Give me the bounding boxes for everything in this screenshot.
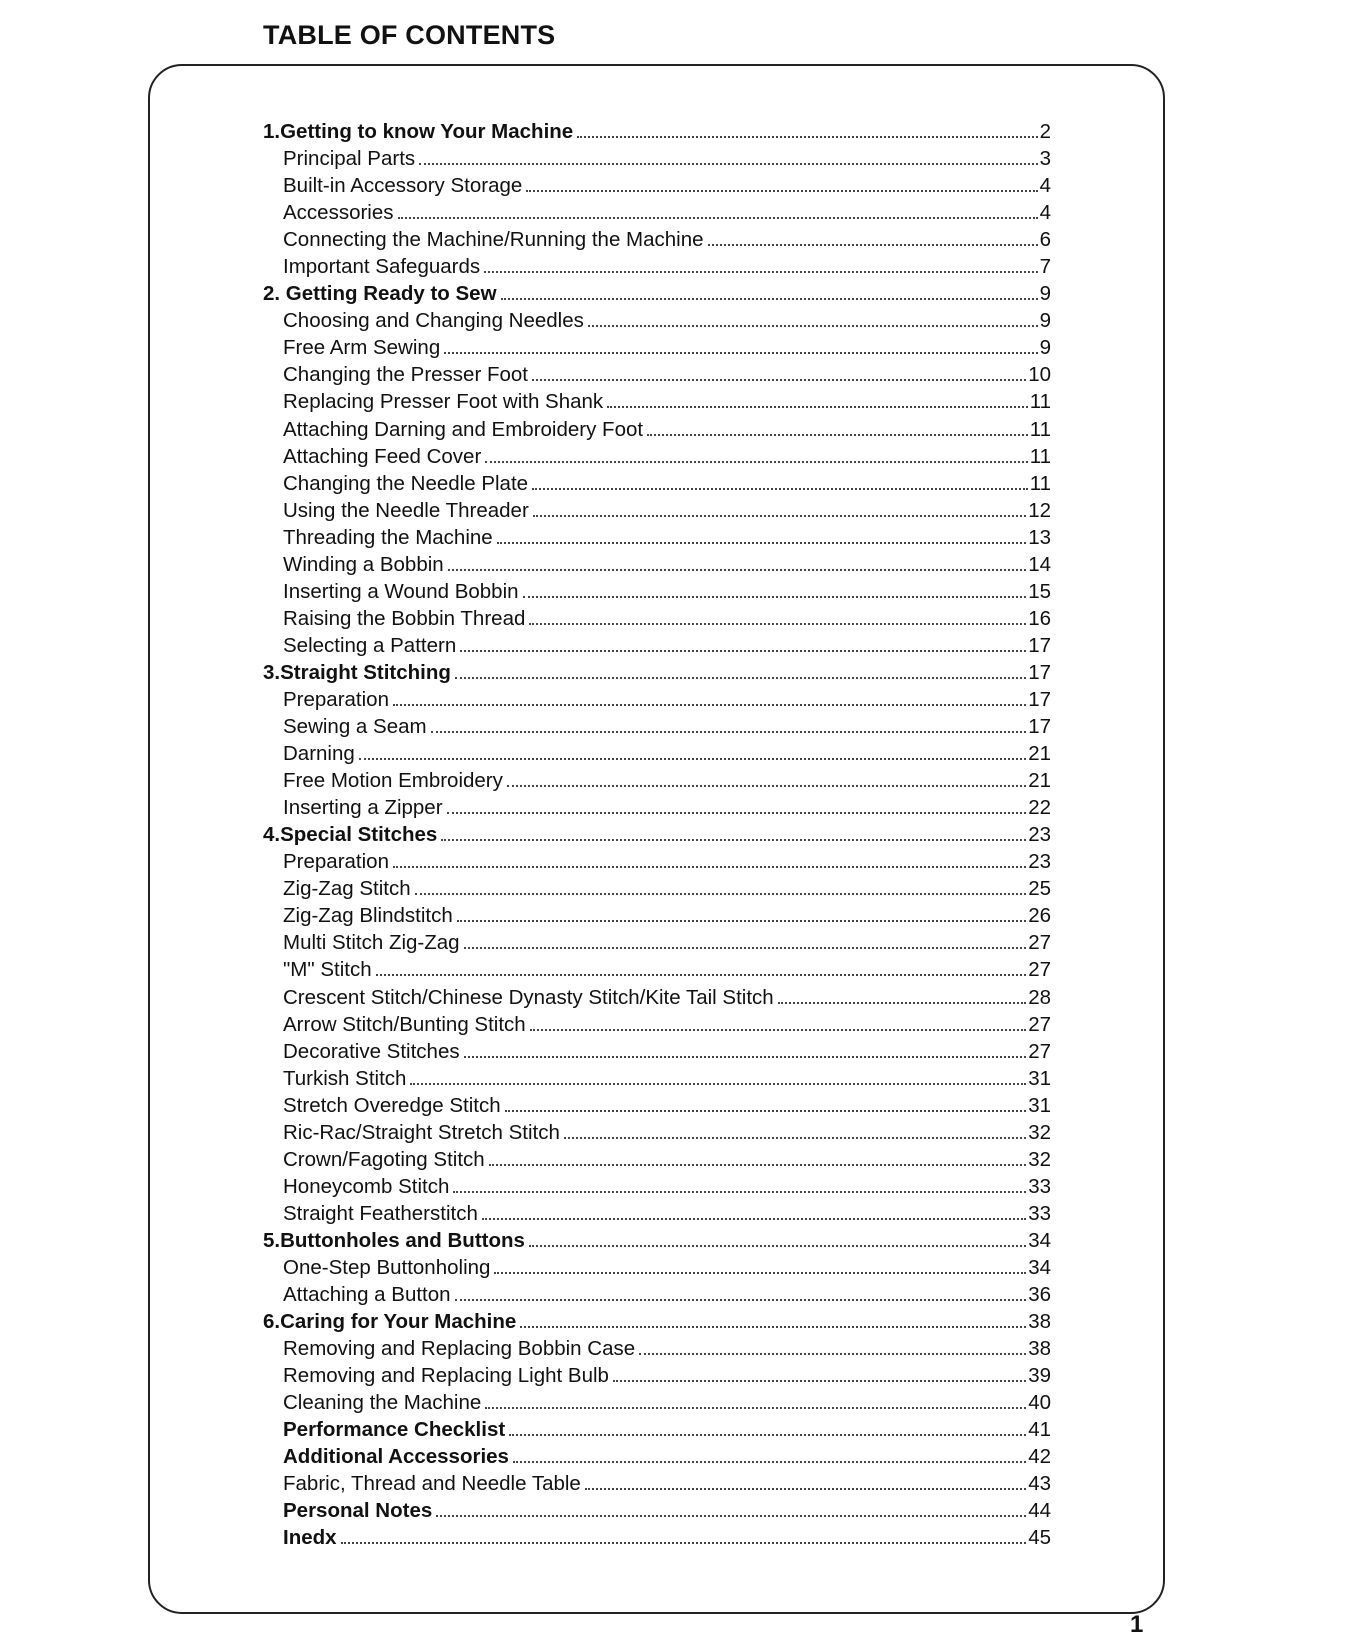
toc-entry-title: 5.Buttonholes and Buttons — [263, 1228, 525, 1252]
toc-entry — [263, 1281, 1051, 1308]
toc-entry — [263, 740, 1051, 767]
toc-entry-title: Attaching a Button — [283, 1283, 451, 1307]
toc-entry-title: Raising the Bobbin Thread — [283, 606, 526, 630]
toc-entry — [263, 524, 1051, 551]
toc-dot-leader — [529, 1245, 1026, 1247]
toc-entry-page: 27 — [1028, 958, 1051, 982]
toc-entry-page: 21 — [1028, 742, 1051, 766]
toc-entry-title: Using the Needle Threader — [283, 498, 529, 522]
toc-entry-page: 44 — [1028, 1499, 1051, 1523]
toc-entry-page: 33 — [1028, 1174, 1051, 1198]
toc-dot-leader — [359, 758, 1026, 760]
page-title: TABLE OF CONTENTS — [263, 20, 556, 50]
toc-entry-page: 10 — [1028, 363, 1051, 387]
toc-dot-leader — [639, 1353, 1026, 1355]
toc-dot-leader — [447, 812, 1027, 814]
toc-dot-leader — [484, 271, 1037, 273]
toc-entry — [263, 1497, 1051, 1524]
toc-entry-title: Changing the Presser Foot — [283, 363, 528, 387]
toc-entry-title: Changing the Needle Plate — [283, 471, 529, 495]
toc-entry-page: 31 — [1028, 1066, 1051, 1090]
toc-entry — [263, 1308, 1051, 1335]
toc-entry-title: Zig-Zag Blindstitch — [283, 904, 453, 928]
toc-entry-title: Connecting the Machine/Running the Machine — [283, 228, 704, 252]
page-number: 1 — [1130, 1611, 1144, 1638]
toc-entry — [263, 253, 1051, 280]
toc-dot-leader — [532, 488, 1028, 490]
toc-entry-title: Winding a Bobbin — [283, 552, 444, 576]
toc-dot-leader — [341, 1542, 1027, 1544]
toc-entry-title: Honeycomb Stitch — [283, 1174, 450, 1198]
toc-entry-title: Built-in Accessory Storage — [283, 174, 523, 198]
toc-dot-leader — [453, 1191, 1026, 1193]
toc-entry-page: 7 — [1039, 255, 1051, 279]
toc-entry-title: Arrow Stitch/Bunting Stitch — [283, 1012, 526, 1036]
toc-dot-leader — [455, 1299, 1027, 1301]
toc-entry-title: Removing and Replacing Light Bulb — [283, 1364, 609, 1388]
toc-dot-leader — [448, 569, 1027, 571]
toc-entry-page: 9 — [1039, 309, 1051, 333]
toc-dot-leader — [485, 461, 1027, 463]
toc-entry-title: Choosing and Changing Needles — [283, 309, 584, 333]
toc-entry — [263, 632, 1051, 659]
toc-dot-leader — [647, 434, 1028, 436]
toc-entry-page: 14 — [1028, 552, 1051, 576]
toc-entry-page: 31 — [1028, 1093, 1051, 1117]
toc-entry — [263, 578, 1051, 605]
toc-entry-page: 34 — [1028, 1228, 1051, 1252]
toc-entry-title: 1.Getting to know Your Machine — [263, 120, 574, 143]
toc-dot-leader — [410, 1083, 1026, 1085]
toc-dot-leader — [497, 542, 1027, 544]
toc-dot-leader — [494, 1272, 1026, 1274]
toc-dot-leader — [393, 866, 1026, 868]
toc-dot-leader — [708, 244, 1038, 246]
toc-entry — [263, 1200, 1051, 1227]
toc-entry — [263, 1011, 1051, 1038]
toc-dot-leader — [501, 298, 1038, 300]
toc-entry — [263, 794, 1051, 821]
toc-dot-leader — [441, 839, 1026, 841]
toc-entry — [263, 145, 1051, 172]
toc-entry-page: 17 — [1028, 715, 1051, 739]
toc-entry — [263, 1524, 1051, 1551]
toc-entry-title: "M" Stitch — [283, 958, 372, 982]
toc-dot-leader — [464, 1056, 1027, 1058]
toc-entry-page: 2 — [1039, 120, 1051, 143]
toc-entry — [263, 1092, 1051, 1119]
toc-entry — [263, 767, 1051, 794]
toc-entry-page: 40 — [1028, 1391, 1051, 1415]
toc-entry-page: 17 — [1028, 660, 1051, 684]
toc-dot-leader — [529, 623, 1026, 625]
toc-dot-leader — [457, 920, 1026, 922]
toc-entry — [263, 307, 1051, 334]
toc-entry-page: 11 — [1029, 471, 1051, 495]
toc-entry-page: 11 — [1029, 444, 1051, 468]
toc-entry — [263, 1443, 1051, 1470]
toc-entry-title: Turkish Stitch — [283, 1066, 407, 1090]
toc-entry — [263, 470, 1051, 497]
toc-dot-leader — [482, 1218, 1026, 1220]
toc-entry-page: 27 — [1028, 931, 1051, 955]
toc-entry-page: 42 — [1028, 1445, 1051, 1469]
toc-entry — [263, 605, 1051, 632]
toc-dot-leader — [489, 1164, 1027, 1166]
toc-dot-leader — [532, 379, 1026, 381]
toc-dot-leader — [513, 1461, 1026, 1463]
toc-dot-leader — [393, 704, 1026, 706]
toc-entry-title: Inserting a Zipper — [283, 796, 443, 820]
toc-entry-page: 43 — [1028, 1472, 1051, 1496]
toc-entry — [263, 199, 1051, 226]
toc-dot-leader — [431, 731, 1027, 733]
toc-entry — [263, 334, 1051, 361]
toc-entry-title: Crescent Stitch/Chinese Dynasty Stitch/Kite Tail Stitch — [283, 985, 774, 1009]
toc-dot-leader — [398, 217, 1038, 219]
toc-entry-title: Removing and Replacing Bobbin Case — [283, 1337, 636, 1361]
toc-entry-page: 23 — [1028, 850, 1051, 874]
toc-dot-leader — [778, 1002, 1026, 1004]
toc-entry-title: Crown/Fagoting Stitch — [283, 1147, 485, 1171]
toc-entry-title: Attaching Darning and Embroidery Foot — [283, 417, 644, 441]
toc-entry-title: Important Safeguards — [283, 255, 481, 279]
toc-entry — [263, 1362, 1051, 1389]
toc-dot-leader — [564, 1137, 1026, 1139]
toc-entry-title: Zig-Zag Stitch — [283, 877, 411, 901]
toc-entry-title: Performance Checklist — [283, 1418, 506, 1442]
toc-entry-page: 45 — [1028, 1526, 1051, 1550]
toc-entry — [263, 361, 1051, 388]
toc-entry-page: 16 — [1028, 606, 1051, 630]
toc-entry — [263, 118, 1051, 145]
toc-entry-title: 2. Getting Ready to Sew — [263, 282, 497, 306]
toc-entry-title: Darning — [283, 742, 355, 766]
toc-entry-page: 23 — [1028, 823, 1051, 847]
toc-entry — [263, 686, 1051, 713]
toc-entry — [263, 875, 1051, 902]
toc-entry-title: Decorative Stitches — [283, 1039, 460, 1063]
toc-entry-page: 36 — [1028, 1283, 1051, 1307]
toc-entry — [263, 1146, 1051, 1173]
toc-dot-leader — [485, 1407, 1026, 1409]
toc-entry-page: 11 — [1029, 390, 1051, 414]
toc-entry — [263, 1470, 1051, 1497]
toc-entry — [263, 1389, 1051, 1416]
toc-entry-page: 21 — [1028, 769, 1051, 793]
toc-entry — [263, 848, 1051, 875]
toc-entry-title: 4.Special Stitches — [263, 823, 438, 847]
toc-dot-leader — [460, 650, 1026, 652]
toc-entry-title: Free Arm Sewing — [283, 336, 441, 360]
toc-entry-page: 25 — [1028, 877, 1051, 901]
toc-entry-page: 9 — [1039, 336, 1051, 360]
toc-entry — [263, 416, 1051, 443]
toc-entry — [263, 984, 1051, 1011]
toc-entry-page: 15 — [1028, 579, 1051, 603]
toc-entry-title: Straight Featherstitch — [283, 1201, 478, 1225]
toc-entry-title: Free Motion Embroidery — [283, 769, 503, 793]
toc-dot-leader — [526, 190, 1037, 192]
toc-entry — [263, 929, 1051, 956]
toc-entry-page: 13 — [1028, 525, 1051, 549]
toc-entry-page: 41 — [1028, 1418, 1051, 1442]
toc-entry — [263, 1335, 1051, 1362]
toc-entry-title: Preparation — [283, 850, 389, 874]
toc-entry — [263, 902, 1051, 929]
toc-entry-title: 6.Caring for Your Machine — [263, 1310, 517, 1334]
toc-entry-title: Personal Notes — [283, 1499, 433, 1523]
toc-entry-title: Selecting a Pattern — [283, 633, 457, 657]
toc-entry-title: 3.Straight Stitching — [263, 660, 451, 684]
toc-entry-page: 32 — [1028, 1120, 1051, 1144]
toc-entry-title: Accessories — [283, 201, 394, 225]
toc-entry-page: 4 — [1039, 201, 1051, 225]
toc-entry-page: 38 — [1028, 1310, 1051, 1334]
toc-entry — [263, 1227, 1051, 1254]
toc-entry-title: Inserting a Wound Bobbin — [283, 579, 519, 603]
toc-entry — [263, 1416, 1051, 1443]
toc-entry-page: 33 — [1028, 1201, 1051, 1225]
toc-dot-leader — [505, 1110, 1027, 1112]
toc-entry-title: Additional Accessories — [283, 1445, 509, 1469]
toc-dot-leader — [533, 515, 1026, 517]
toc-entry — [263, 551, 1051, 578]
toc-dot-leader — [520, 1326, 1026, 1328]
toc-dot-leader — [585, 1488, 1026, 1490]
toc-entry-page: 3 — [1039, 147, 1051, 171]
toc-entry — [263, 659, 1051, 686]
toc-dot-leader — [577, 136, 1037, 138]
toc-entry — [263, 280, 1051, 307]
toc-dot-leader — [415, 893, 1027, 895]
toc-entry-page: 28 — [1028, 985, 1051, 1009]
toc-entry-page: 4 — [1039, 174, 1051, 198]
toc-entry-page: 32 — [1028, 1147, 1051, 1171]
toc-dot-leader — [464, 947, 1027, 949]
toc-entry-title: Principal Parts — [283, 147, 416, 171]
toc-dot-leader — [507, 785, 1026, 787]
toc-entry-title: Inedx — [283, 1526, 337, 1550]
toc-entry-page: 27 — [1028, 1039, 1051, 1063]
toc-dot-leader — [444, 352, 1037, 354]
toc-entry — [263, 388, 1051, 415]
toc-entry — [263, 443, 1051, 470]
toc-dot-leader — [530, 1029, 1027, 1031]
toc-entry-title: Replacing Presser Foot with Shank — [283, 390, 604, 414]
toc-entry-page: 17 — [1028, 633, 1051, 657]
toc-entry-page: 34 — [1028, 1255, 1051, 1279]
toc-entry — [263, 1119, 1051, 1146]
toc-entry-title: Sewing a Seam — [283, 715, 427, 739]
toc-entry-title: Cleaning the Machine — [283, 1391, 482, 1415]
toc-entry-title: Preparation — [283, 687, 389, 711]
toc-entry — [263, 956, 1051, 983]
toc-entry-title: Ric-Rac/Straight Stretch Stitch — [283, 1120, 560, 1144]
toc-entry-page: 6 — [1039, 228, 1051, 252]
toc-dot-leader — [419, 163, 1037, 165]
toc-entry-title: Multi Stitch Zig-Zag — [283, 931, 460, 955]
toc-entry-page: 9 — [1039, 282, 1051, 306]
toc-entry — [263, 821, 1051, 848]
toc-entry-page: 26 — [1028, 904, 1051, 928]
toc-entry-page: 27 — [1028, 1012, 1051, 1036]
toc-dot-leader — [455, 677, 1026, 679]
toc-entry — [263, 713, 1051, 740]
toc-dot-leader — [588, 325, 1038, 327]
toc-dot-leader — [523, 596, 1027, 598]
toc-entry-title: Attaching Feed Cover — [283, 444, 482, 468]
toc-entry — [263, 1254, 1051, 1281]
toc-dot-leader — [376, 974, 1027, 976]
toc-entry-page: 17 — [1028, 687, 1051, 711]
toc-entry-page: 22 — [1028, 796, 1051, 820]
toc-entry — [263, 226, 1051, 253]
toc-dot-leader — [436, 1515, 1026, 1517]
toc-entry-page: 11 — [1029, 417, 1051, 441]
toc-dot-leader — [509, 1434, 1026, 1436]
toc-list — [263, 118, 1051, 1551]
toc-dot-leader — [607, 406, 1028, 408]
toc-entry-title: Fabric, Thread and Needle Table — [283, 1472, 581, 1496]
toc-entry-title: One-Step Buttonholing — [283, 1255, 491, 1279]
toc-entry-title: Stretch Overedge Stitch — [283, 1093, 501, 1117]
toc-entry — [263, 1038, 1051, 1065]
toc-entry — [263, 172, 1051, 199]
toc-dot-leader — [613, 1380, 1026, 1382]
toc-entry-page: 38 — [1028, 1337, 1051, 1361]
toc-entry-page: 39 — [1028, 1364, 1051, 1388]
toc-entry — [263, 497, 1051, 524]
toc-entry-title: Threading the Machine — [283, 525, 493, 549]
toc-entry-page: 12 — [1028, 498, 1051, 522]
toc-entry — [263, 1065, 1051, 1092]
toc-entry — [263, 1173, 1051, 1200]
